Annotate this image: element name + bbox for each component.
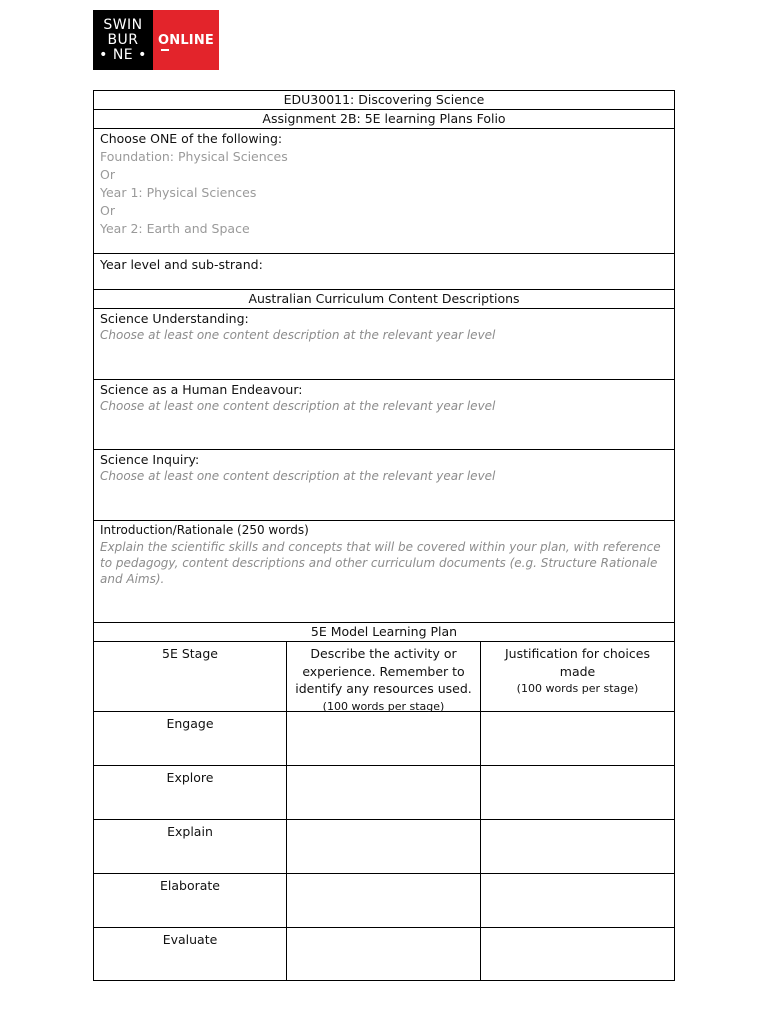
stage-explain: Explain [94, 820, 287, 873]
curriculum-title: Australian Curriculum Content Descriptions [94, 289, 674, 308]
choose-cell[interactable] [94, 128, 674, 253]
explore-justification-cell[interactable] [481, 766, 674, 819]
stage-explore: Explore [94, 766, 287, 819]
option-year1: Year 1: Physical Sciences [100, 185, 257, 200]
explain-justification-cell[interactable] [481, 820, 674, 873]
col-activity-note: (100 words per stage) [322, 699, 445, 713]
logo-line-2: BUR [107, 31, 139, 48]
col-justification-note: (100 words per stage) [516, 682, 639, 695]
table-row [94, 711, 674, 765]
stage-elaborate: Elaborate [94, 874, 287, 927]
human-endeavour-label: Science as a Human Endeavour: [100, 382, 303, 397]
human-endeavour-cell[interactable] [94, 379, 674, 449]
year-level-cell[interactable] [94, 253, 674, 289]
introduction-hint: Explain the scientific skills and concepts that will be covered within your plan, with reference to pedagogy, content descriptions and other curriculum documents (e.g. Structure Rationale and Aims). [100, 540, 661, 586]
unit-title: EDU30011: Discovering Science [283, 92, 485, 107]
logo-line-1: SWIN [103, 16, 143, 33]
logo-online-block [153, 10, 219, 70]
assignment-form-table [93, 90, 675, 981]
col-justification-text: Justification for choices made [505, 646, 650, 679]
elaborate-activity-cell[interactable] [287, 874, 481, 927]
col-activity-text: Describe the activity or experience. Remember to identify any resources used. [295, 646, 472, 696]
swinburne-online-logo [93, 10, 219, 70]
explain-activity-cell[interactable] [287, 820, 481, 873]
option-or-2: Or [100, 203, 115, 218]
choose-label: Choose ONE of the following: [100, 131, 283, 146]
explore-activity-cell[interactable] [287, 766, 481, 819]
introduction-cell[interactable] [94, 520, 674, 622]
science-understanding-hint: Choose at least one content description at the relevant year level [100, 328, 496, 342]
introduction-label: Introduction/Rationale (250 words) [100, 523, 309, 537]
plan-header-row [94, 641, 674, 711]
science-inquiry-label: Science Inquiry: [100, 452, 200, 467]
table-row [94, 819, 674, 873]
option-foundation: Foundation: Physical Sciences [100, 149, 288, 164]
col-header-activity [287, 642, 481, 711]
evaluate-activity-cell[interactable] [287, 928, 481, 980]
year-level-label: Year level and sub-strand: [100, 257, 263, 272]
human-endeavour-hint: Choose at least one content description at the relevant year level [100, 399, 496, 413]
stage-engage: Engage [94, 712, 287, 765]
option-or-1: Or [100, 167, 115, 182]
option-year2: Year 2: Earth and Space [100, 221, 250, 236]
science-inquiry-cell[interactable] [94, 449, 674, 520]
table-row [94, 765, 674, 819]
stage-evaluate: Evaluate [94, 928, 287, 980]
logo-wordmark [93, 10, 153, 70]
evaluate-justification-cell[interactable] [481, 928, 674, 980]
science-understanding-cell[interactable] [94, 308, 674, 379]
logo-line-3: • NE • [99, 46, 147, 63]
plan-title: 5E Model Learning Plan [94, 622, 674, 641]
engage-justification-cell[interactable] [481, 712, 674, 765]
elaborate-justification-cell[interactable] [481, 874, 674, 927]
engage-activity-cell[interactable] [287, 712, 481, 765]
col-header-justification [481, 642, 674, 711]
science-inquiry-hint: Choose at least one content description at the relevant year level [100, 469, 496, 483]
logo-online-text: ONLINE [157, 32, 214, 48]
assignment-title: Assignment 2B: 5E learning Plans Folio [94, 109, 674, 128]
logo-underline [161, 49, 169, 51]
col-header-stage: 5E Stage [94, 642, 287, 711]
science-understanding-label: Science Understanding: [100, 311, 249, 326]
table-row [94, 927, 674, 980]
table-row [94, 873, 674, 927]
